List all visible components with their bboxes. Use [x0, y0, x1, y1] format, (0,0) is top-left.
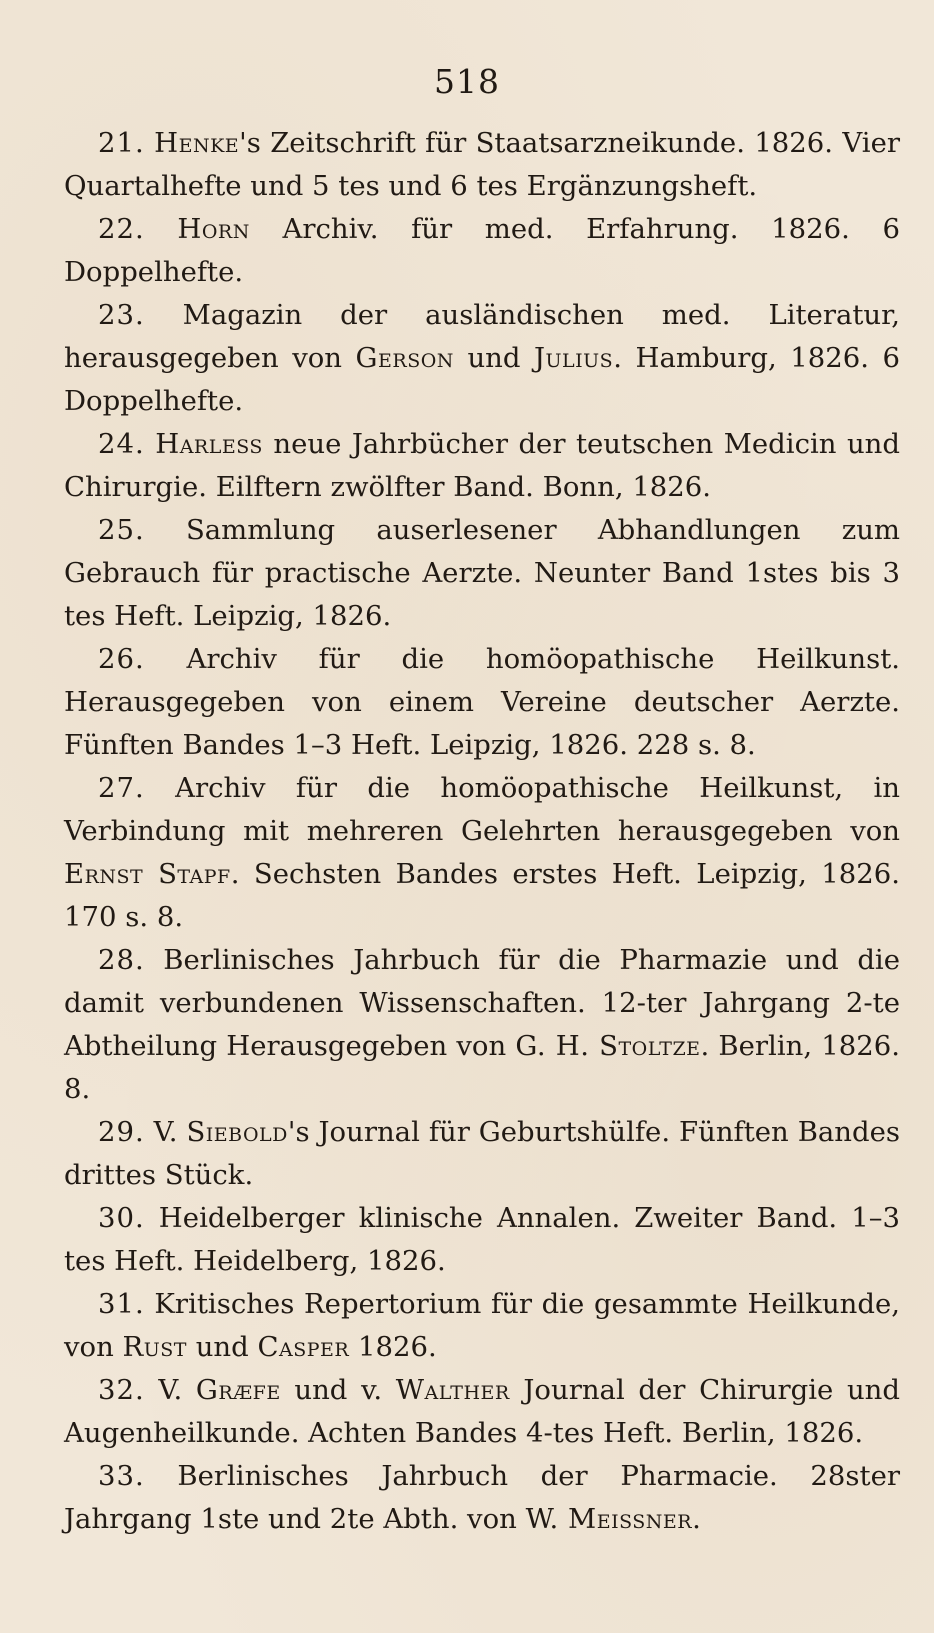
bibliography-entry — [64, 1197, 900, 1283]
author-name: G. H. Stoltze — [515, 1030, 701, 1062]
entry-text: . Sechsten Bandes erstes Heft. Leipzig, 1826. 170 s. 8. — [64, 858, 900, 933]
entry-number: 25. — [98, 514, 145, 546]
entry-text: Berlinisches Jahrbuch für die Pharmazie und die damit verbundenen Wissenschaften. 12-ter Jahrgang 2-te Abtheilung Herausgegeben von — [64, 944, 900, 1062]
author-name: Julius — [534, 342, 614, 374]
entry-text: und v. — [280, 1374, 396, 1406]
entry-number: 30. — [98, 1202, 145, 1234]
entry-text: 's Zeitschrift für Staatsarzneikunde. 1826. Vier Quartalhefte und 5 tes und 6 tes Ergänzungsheft. — [64, 127, 900, 202]
author-name: Horn — [177, 213, 250, 245]
entry-number: 23. — [98, 299, 145, 331]
author-name: Siebold — [186, 1116, 288, 1148]
entry-text: . Berlin, 1826. 8. — [64, 1030, 900, 1105]
entry-number: 29. — [98, 1116, 145, 1148]
entry-number: 24. — [98, 428, 145, 460]
entry-number: 32. — [98, 1374, 145, 1406]
entry-text: V. — [144, 1116, 187, 1148]
author-name: Henke — [154, 127, 240, 159]
entry-text: Archiv. für med. Erfahrung. 1826. 6 Doppelhefte. — [64, 213, 900, 288]
author-name: Casper — [257, 1331, 350, 1363]
entry-number: 31. — [98, 1288, 145, 1320]
entry-number: 22. — [98, 213, 145, 245]
bibliography-entry — [64, 1283, 900, 1369]
author-name: Gerson — [355, 342, 454, 374]
bibliography-entry — [64, 1369, 900, 1455]
bibliography-entry — [64, 638, 900, 767]
entry-number: 26. — [98, 643, 145, 675]
entry-text — [145, 213, 178, 245]
entry-text: . — [692, 1503, 701, 1535]
bibliography-entry — [64, 767, 900, 939]
bibliography-entry — [64, 294, 900, 423]
author-name: Walther — [395, 1374, 510, 1406]
bibliography-entry — [64, 939, 900, 1111]
entry-number: 28. — [98, 944, 145, 976]
entry-text: . Hamburg, 1826. 6 Doppelhefte. — [64, 342, 900, 417]
author-name: Rust — [122, 1331, 187, 1363]
entry-text: 's Journal für Geburtshülfe. Fünften Bandes drittes Stück. — [64, 1116, 901, 1191]
entry-text: und — [453, 342, 534, 374]
entry-number: 33. — [98, 1460, 145, 1492]
entry-text: Archiv für die homöopathische Heilkunst. Herausgegeben von einem Vereine deutscher Aerzte. Fünften Bandes 1–3 Heft. Leipzig, 1826. 228 s. 8. — [64, 643, 900, 761]
entry-text: neue Jahrbücher der teutschen Medicin und Chirurgie. Eilftern zwölfter Band. Bonn, 1826. — [64, 428, 900, 503]
entry-text: Archiv für die homöopathische Heilkunst, in Verbindung mit mehreren Gelehrten herausgegeben von — [64, 772, 900, 847]
entry-text: und — [186, 1331, 258, 1363]
entry-text — [145, 428, 155, 460]
bibliography-entry — [64, 423, 900, 509]
bibliography-entry — [64, 122, 900, 208]
page-number: 518 — [434, 62, 500, 101]
author-name: Græfe — [195, 1374, 281, 1406]
entry-text: Heidelberger klinische Annalen. Zweiter Band. 1–3 tes Heft. Heidelberg, 1826. — [64, 1202, 900, 1277]
entry-text: Sammlung auserlesener Abhandlungen zum Gebrauch für practische Aerzte. Neunter Band 1stes bis 3 tes Heft. Leipzig, 1826. — [64, 514, 900, 632]
author-name: Ernst Stapf — [64, 858, 231, 890]
entry-text: Journal der Chirurgie und Augenheilkunde. Achten Bandes 4-tes Heft. Berlin, 1826. — [64, 1374, 900, 1449]
entry-text: Kritisches Repertorium für die gesammte Heilkunde, von — [64, 1288, 900, 1363]
bibliography-entry — [64, 509, 900, 638]
author-name: W. Meissner — [525, 1503, 693, 1535]
entry-text — [145, 127, 154, 159]
author-name: Harless — [155, 428, 263, 460]
entry-text: Berlinisches Jahrbuch der Pharmacie. 28ster Jahrgang 1ste und 2te Abth. von — [64, 1460, 900, 1535]
entry-text: V. — [144, 1374, 196, 1406]
bibliography-entry — [64, 1111, 900, 1197]
bibliography-list — [64, 122, 900, 1541]
entry-text: 1826. — [349, 1331, 437, 1363]
entry-number: 27. — [98, 772, 145, 804]
bibliography-entry — [64, 1455, 900, 1541]
entry-text: Magazin der ausländischen med. Literatur, herausgegeben von — [64, 299, 900, 374]
entry-number: 21. — [98, 127, 145, 159]
bibliography-entry — [64, 208, 900, 294]
